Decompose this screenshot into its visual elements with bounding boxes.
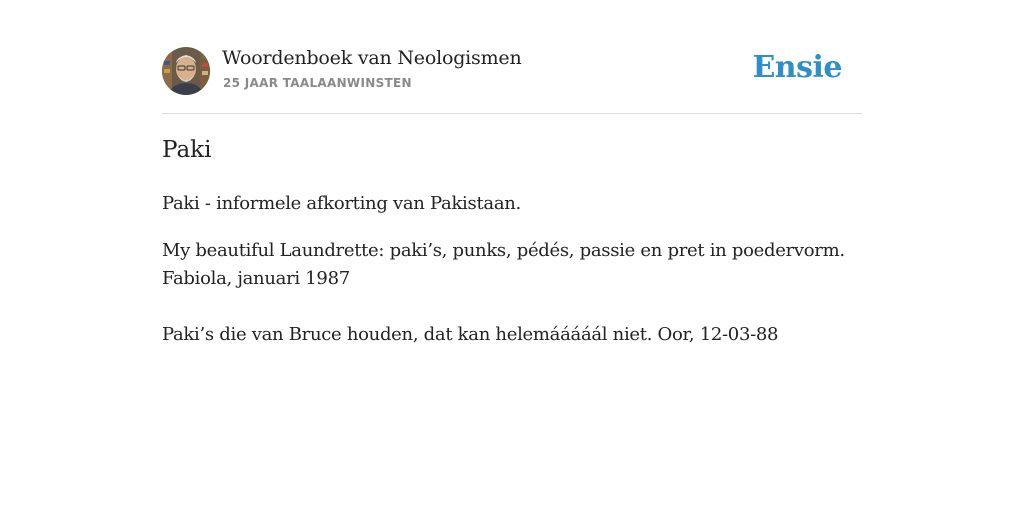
entry-definition: Paki - informele afkorting van Pakistaan. <box>162 193 521 214</box>
quote-item <box>162 237 862 293</box>
author-avatar[interactable] <box>162 47 210 95</box>
quote-source: Fabiola, januari 1987 <box>162 268 350 289</box>
author-portrait-icon <box>162 47 210 95</box>
header-divider <box>162 113 862 114</box>
author-name[interactable]: Woordenboek van Neologismen <box>222 47 522 69</box>
quote-item <box>162 321 862 349</box>
entry-title: Paki <box>162 137 212 163</box>
entry-content <box>162 190 862 377</box>
quote-text: My beautiful Laundrette: paki’s, punks, pédés, passie en pret in poedervorm. <box>162 240 845 261</box>
header <box>162 46 862 96</box>
quote-text: Paki’s die van Bruce houden, dat kan helemááááál niet. Oor, 12-03-88 <box>162 324 779 345</box>
author-subtitle: 25 JAAR TAALAANWINSTEN <box>223 76 412 90</box>
brand-logo-link[interactable]: Ensie <box>752 50 842 85</box>
